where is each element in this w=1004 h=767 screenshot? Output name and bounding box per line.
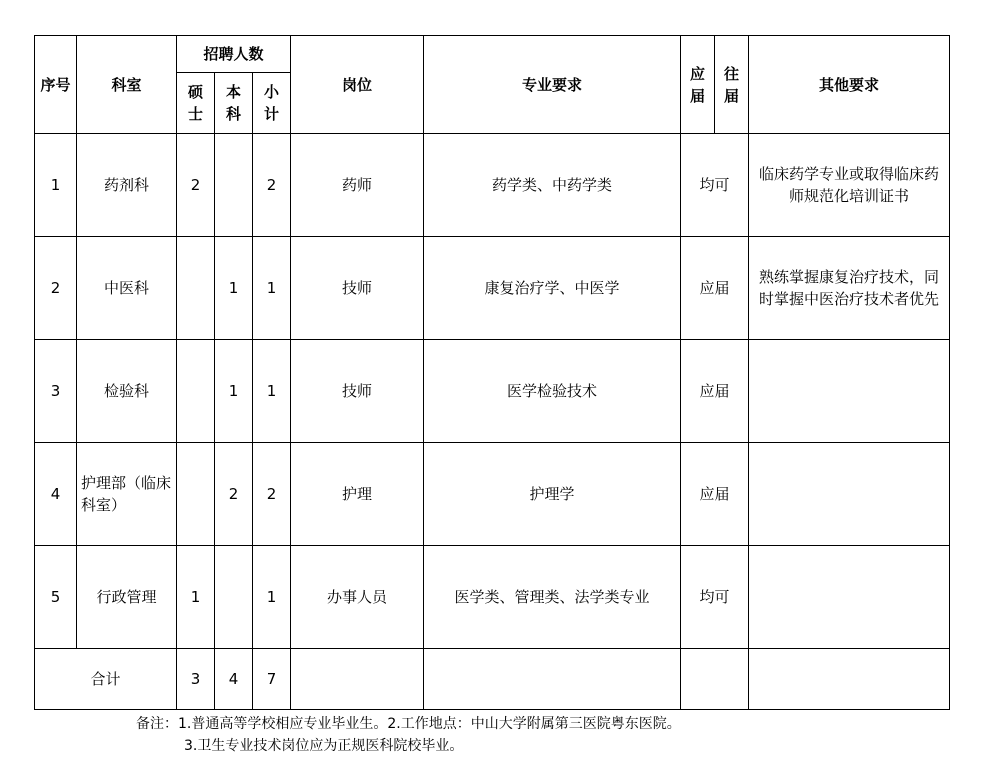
header-count-group: 招聘人数 <box>177 36 291 73</box>
header-past: 往届 <box>715 36 749 134</box>
cell-position: 技师 <box>291 237 424 340</box>
cell-major: 药学类、中药学类 <box>424 134 681 237</box>
cell-position: 办事人员 <box>291 546 424 649</box>
cell-bachelor <box>215 546 253 649</box>
cell-seq: 1 <box>35 134 77 237</box>
cell-grad: 均可 <box>681 134 749 237</box>
total-position-empty <box>291 649 424 710</box>
cell-grad: 应届 <box>681 340 749 443</box>
cell-master: 1 <box>177 546 215 649</box>
header-subtotal: 小计 <box>253 73 291 134</box>
table-row <box>35 546 950 649</box>
cell-position: 药师 <box>291 134 424 237</box>
cell-subtotal: 1 <box>253 237 291 340</box>
cell-seq: 2 <box>35 237 77 340</box>
total-major-empty <box>424 649 681 710</box>
header-major: 专业要求 <box>424 36 681 134</box>
total-other-empty <box>749 649 950 710</box>
cell-other <box>749 546 950 649</box>
cell-subtotal: 1 <box>253 546 291 649</box>
cell-other <box>749 443 950 546</box>
header-position: 岗位 <box>291 36 424 134</box>
cell-master <box>177 340 215 443</box>
cell-bachelor: 1 <box>215 340 253 443</box>
footnotes <box>136 713 681 757</box>
cell-master <box>177 443 215 546</box>
cell-subtotal: 2 <box>253 443 291 546</box>
cell-seq: 3 <box>35 340 77 443</box>
cell-other: 熟练掌握康复治疗技术，同时掌握中医治疗技术者优先 <box>749 237 950 340</box>
recruitment-table <box>34 35 950 710</box>
cell-bachelor: 1 <box>215 237 253 340</box>
footnote-line-1: 备注：1.普通高等学校相应专业毕业生。2.工作地点：中山大学附属第三医院粤东医院。 <box>136 716 681 732</box>
cell-major: 医学类、管理类、法学类专业 <box>424 546 681 649</box>
header-bachelor: 本科 <box>215 73 253 134</box>
cell-dept: 检验科 <box>77 340 177 443</box>
header-fresh: 应届 <box>681 36 715 134</box>
cell-dept: 药剂科 <box>77 134 177 237</box>
cell-bachelor <box>215 134 253 237</box>
header-master: 硕士 <box>177 73 215 134</box>
header-seq: 序号 <box>35 36 77 134</box>
total-bachelor: 4 <box>215 649 253 710</box>
cell-subtotal: 2 <box>253 134 291 237</box>
cell-position: 护理 <box>291 443 424 546</box>
cell-other <box>749 340 950 443</box>
cell-seq: 4 <box>35 443 77 546</box>
cell-subtotal: 1 <box>253 340 291 443</box>
table-row <box>35 443 950 546</box>
cell-master: 2 <box>177 134 215 237</box>
cell-dept: 中医科 <box>77 237 177 340</box>
cell-seq: 5 <box>35 546 77 649</box>
cell-position: 技师 <box>291 340 424 443</box>
total-master: 3 <box>177 649 215 710</box>
cell-dept: 护理部（临床科室） <box>77 443 177 546</box>
table-row <box>35 134 950 237</box>
cell-bachelor: 2 <box>215 443 253 546</box>
cell-major: 护理学 <box>424 443 681 546</box>
table-row <box>35 340 950 443</box>
cell-grad: 应届 <box>681 237 749 340</box>
total-label: 合计 <box>35 649 177 710</box>
total-subtotal: 7 <box>253 649 291 710</box>
cell-grad: 应届 <box>681 443 749 546</box>
cell-other: 临床药学专业或取得临床药师规范化培训证书 <box>749 134 950 237</box>
header-dept: 科室 <box>77 36 177 134</box>
table-row <box>35 237 950 340</box>
footnote-line-2: 3.卫生专业技术岗位应为正规医科院校毕业。 <box>184 738 464 754</box>
cell-major: 康复治疗学、中医学 <box>424 237 681 340</box>
cell-grad: 均可 <box>681 546 749 649</box>
header-other: 其他要求 <box>749 36 950 134</box>
total-row <box>35 649 950 710</box>
cell-master <box>177 237 215 340</box>
cell-dept: 行政管理 <box>77 546 177 649</box>
cell-major: 医学检验技术 <box>424 340 681 443</box>
total-grad-empty <box>681 649 749 710</box>
